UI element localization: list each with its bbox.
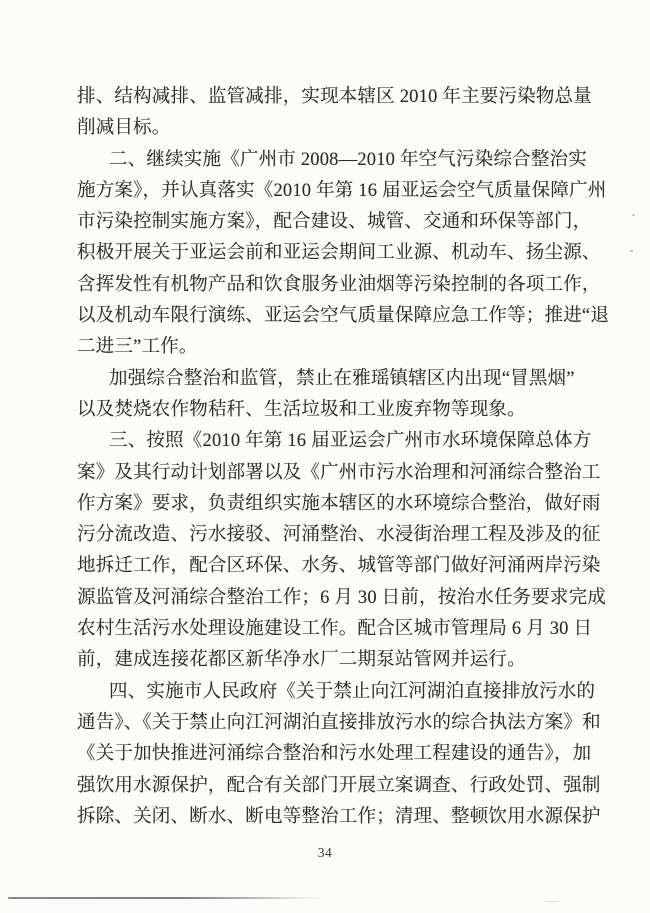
scan-speck	[630, 250, 633, 252]
page-number: 34	[317, 845, 333, 860]
text-line: 以及焚烧农作物秸秆、生活垃圾和工业废弃物等现象。	[77, 399, 526, 420]
text-line: 拆除、关闭、断水、断电等整治工作；清理、整顿饮用水源保护	[77, 806, 601, 827]
text-line: 通告》、《关于禁止向江河湖泊直接排放污水的综合执法方案》和	[77, 712, 601, 733]
paragraph	[77, 364, 587, 427]
scan-artifact-line	[8, 897, 323, 899]
scan-speck	[545, 901, 559, 902]
text-line: 前，建成连接花都区新华净水厂二期泵站管网并运行。	[77, 650, 526, 671]
text-line: 加强综合整治和监管，禁止在雅瑶镇辖区内出现“冒黑烟”	[109, 368, 575, 389]
paragraph	[77, 145, 610, 364]
text-line: 地拆迁工作，配合区环保、水务、城管等部门做好河涌两岸污染	[77, 556, 601, 577]
text-line: 农村生活污水处理设施建设工作。配合区城市管理局 6 月 30 日	[77, 619, 593, 640]
text-line: 排、结构减排、监管减排，实现本辖区 2010 年主要污染物总量	[77, 87, 592, 107]
paragraph	[77, 426, 607, 676]
text-line: 案》及其行动计划部署以及《广州市污水治理和河涌综合整治工	[77, 462, 601, 483]
text-line: 三、按照《2010 年第 16 届亚运会广州市水环境保障总体方	[109, 431, 592, 452]
text-line: 含挥发性有机物产品和饮食服务业油烟等污染控制的各项工作，	[77, 274, 601, 295]
text-line: 强饮用水源保护，配合有关部门开展立案调查、行政处罚、强制	[77, 775, 601, 796]
text-line: 施方案》，并认真落实《2010 年第 16 届亚运会空气质量保障广州	[77, 180, 607, 201]
text-line: 以及机动车限行演练、亚运会空气质量保障应急工作等；推进“退	[77, 306, 610, 327]
document-body	[77, 82, 610, 833]
paragraph	[77, 82, 592, 145]
text-line: 污分流改造、污水接驳、河涌整治、水浸街治理工程及涉及的征	[77, 525, 601, 546]
text-line: 四、实施市人民政府《关于禁止向江河湖泊直接排放污水的	[109, 681, 596, 702]
text-line: 市污染控制实施方案》，配合建设、城管、交通和环保等部门，	[77, 212, 592, 233]
text-line: 《关于加快推进河涌综合整治和污水处理工程建设的通告》，加	[77, 744, 592, 765]
text-line: 削减目标。	[77, 118, 171, 139]
paragraph	[77, 677, 601, 833]
scan-speck	[632, 214, 635, 216]
text-line: 二、继续实施《广州市 2008—2010 年空气污染综合整治实	[109, 149, 587, 170]
text-line: 源监管及河涌综合整治工作；6 月 30 日前，按治水任务要求完成	[77, 587, 607, 608]
text-line: 作方案》要求，负责组织实施本辖区的水环境综合整治，做好雨	[77, 493, 601, 514]
text-line: 二进三”工作。	[77, 337, 198, 358]
text-line: 积极开展关于亚运会前和亚运会期间工业源、机动车、扬尘源、	[77, 243, 601, 264]
